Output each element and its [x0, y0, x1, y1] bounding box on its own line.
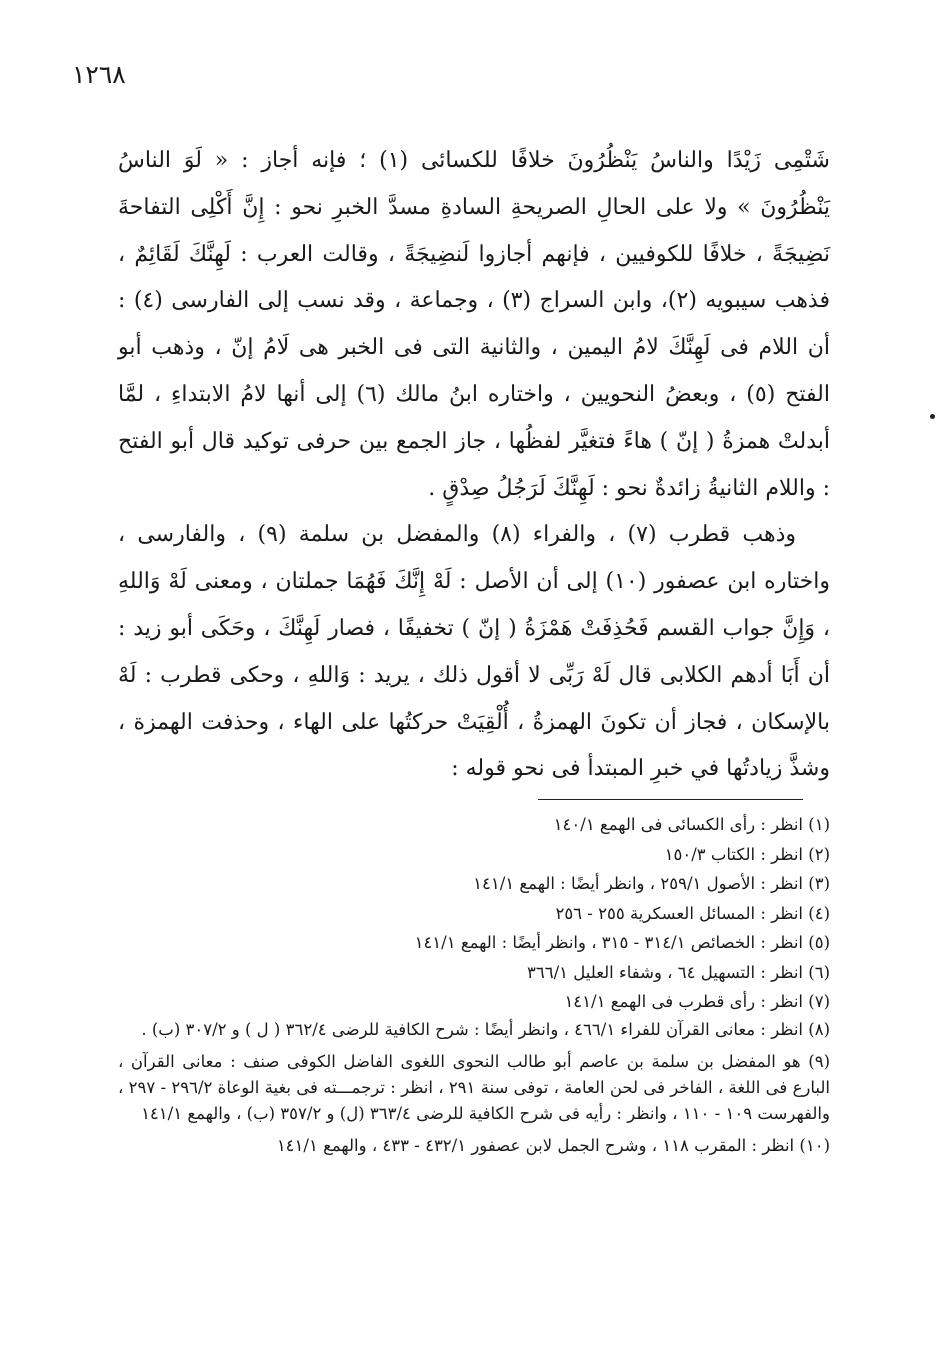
footnotes — [118, 810, 830, 1160]
footnote-7: (٧) انظر : رأى قطرب فى الهمع ١٤١/١ — [564, 992, 830, 1011]
footnote-1: (١) انظر : رأى الكسائى فى الهمع ١٤٠/١ — [553, 815, 830, 834]
footnote-8: (٨) انظر : معانى القرآن للفراء ٤٦٦/١ ، وانظر أيضًا : شرح الكافية للرضى ٣٦٢/٤ ( ل ) و ٣٠٧/٢ (ب) . — [141, 1019, 830, 1039]
footnote-separator — [538, 799, 803, 800]
paragraph: وذهب قطرب (٧) ، والفراء (٨) والمفضل بن سلمة (٩) ، والفارسى ، واختاره ابن عصفور (١٠) إلى أن الأصل : لَهْ إِنَّكَ فَهُمَا جملتان ، ومعنى لَهْ وَاللهِ ، وَإِنَّ جواب القسم فَحُذِفَتْ هَمْزَةُ ( إنّ ) تخفيفًا ، فصار لَهِنَّكَ ، وحَكَى أبو زيد : أن أَبَا أدهم الكلابى قال لَهْ رَبِّى لا أقول ذلك ، يريد : وَاللهِ ، وحكى قطرب : لَهْ بالإسكان ، فجاز أن تكونَ الهمزةُ ، أُلْقِيَتْ حركتُها على الهاء ، وحذفت الهمزة ، وشذَّ زيادتُها في خبرِ المبتدأ فى نحو قوله : — [118, 522, 830, 782]
footnote-3: (٣) انظر : الأصول ٢٥٩/١ ، وانظر أيضًا : الهمع ١٤١/١ — [473, 874, 830, 893]
margin-dot — [930, 414, 935, 419]
page-number: ١٢٦٨ — [72, 60, 126, 89]
footnote-9: (٩) هو المفضل بن سلمة بن عاصم أبو طالب النحوى اللغوى الفاضل الكوفى صنف : معانى القرآن ، البارع فى اللغة ، الفاخر فى لحن العامة ، توفى سنة ٢٩١ ، انظر : ترجمـــته فى بغية الوعاة ٢٩٦/٢ - ٢٩٧ ، والفهرست ١٠٩ - ١١٠ ، وانظر : رأيه فى شرح الكافية للرضى ٣٦٣/٤ (ل) و ٣٥٧/٢ (ب) ، والهمع ١٤١/١ — [118, 1051, 831, 1123]
main-text — [118, 138, 830, 793]
paragraph: شَتْمِى زَيْدًا والناسُ يَنْظُرُونَ خلافًا للكسائى (١) ؛ فإنه أجاز : « لَوَ الناسُ يَنْظُرُونَ » ولا على الحالِ الصريحةِ السادةِ مسدَّ الخبرِ نحو : إِنَّ أَكْلِى التفاحةَ نَضِيجَةً ، خلافًا للكوفيين ، فإنهم أجازوا لَنضِيجَةً ، وقالت العرب : لَهِنَّكَ لَقَائِمٌ ، فذهب سيبويه (٢)، وابن السراج (٣) ، وجماعة ، وقد نسب إلى الفارسى (٤) : أن اللام فى لَهِنَّكَ لامُ اليمين ، والثانية التى فى الخبر هى لَامُ إنّ ، وذهب أبو الفتح (٥) ، وبعضُ النحويين ، واختاره ابنُ مالك (٦) إلى أنها لامُ الابتداءِ ، لمَّا أبدلتْ همزةُ ( إنّ ) هاءً فتغيَّر لفظُها ، جاز الجمع بين حرفى توكيد قال أبو الفتح : واللام الثانيةُ زائدةٌ نحو : لَهِنَّكَ لَرَجُلُ صِدْقٍ . — [118, 148, 830, 501]
footnote-5: (٥) انظر : الخصائص ٣١٤/١ - ٣١٥ ، وانظر أيضًا : الهمع ١٤١/١ — [414, 933, 830, 952]
footnote-2: (٢) انظر : الكتاب ١٥٠/٣ — [664, 844, 830, 864]
footnote-6: (٦) انظر : التسهيل ٦٤ ، وشفاء العليل ٣٦٦/١ — [527, 962, 830, 982]
footnote-10: (١٠) انظر : المقرب ١١٨ ، وشرح الجمل لابن عصفور ٤٣٢/١ - ٤٣٣ ، والهمع ١٤١/١ — [276, 1135, 830, 1155]
footnote-4: (٤) انظر : المسائل العسكرية ٢٥٥ - ٢٥٦ — [555, 903, 830, 923]
